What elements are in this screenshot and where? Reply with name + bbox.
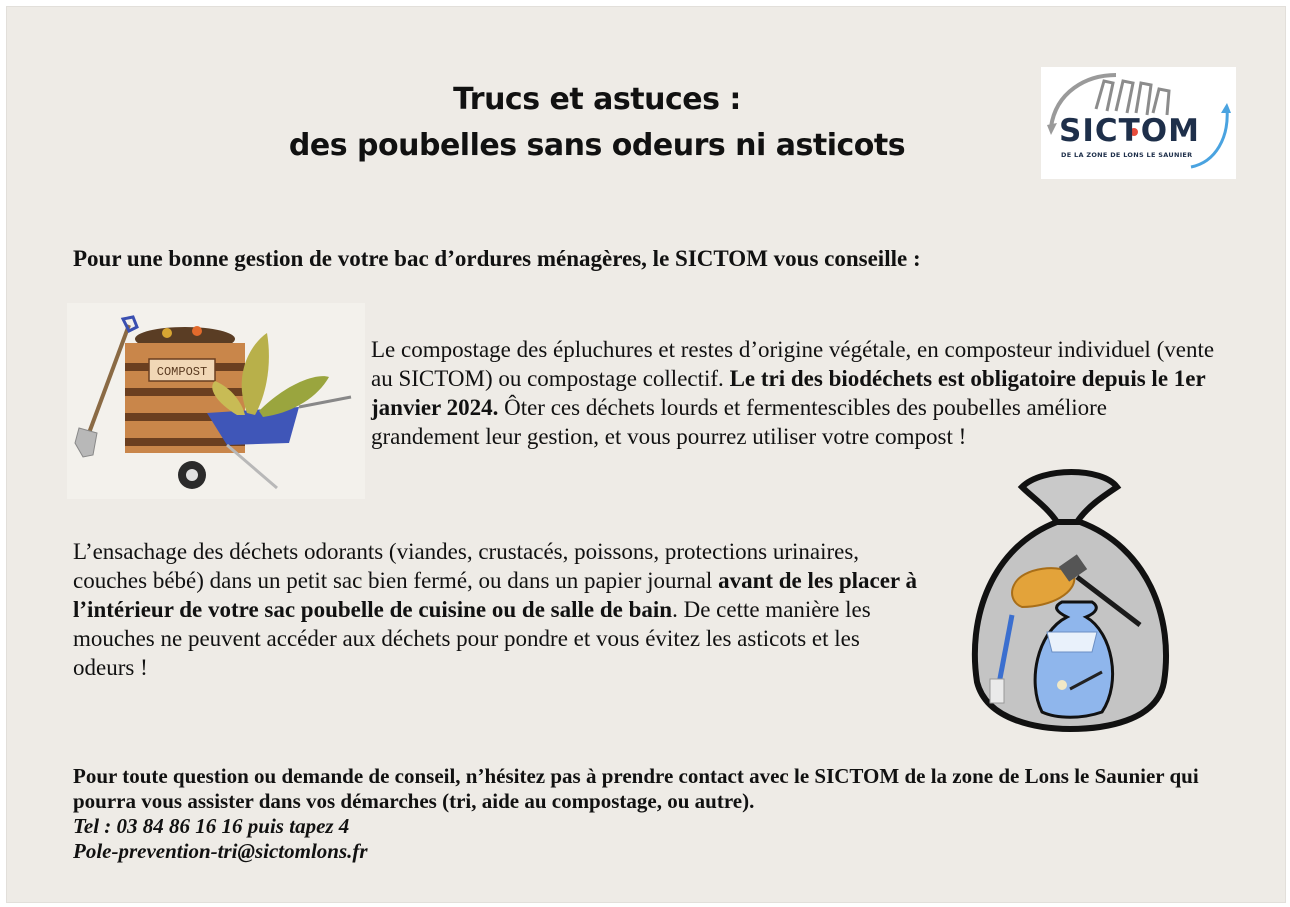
compost-illustration — [67, 303, 365, 499]
trash-bag-icon — [962, 467, 1177, 737]
biowaste-obligation: Le tri des biodéchets est obligatoire depuis le 1er janvier 2024. — [371, 366, 1206, 420]
logo-subtitle: DE LA ZONE DE LONS LE SAUNIER — [1061, 151, 1193, 159]
title-line-1: Trucs et astuces : — [453, 82, 741, 117]
logo-name: SICTOM — [1059, 113, 1200, 149]
contact-text: Pour toute question ou demande de conseil, n’hésitez pas à prendre contact avec le SICTOM de la zone de Lons le Saunier qui pourra vous assister dans vos démarches (tri, aide au compostage, ou autre). — [73, 764, 1199, 813]
page-title — [197, 77, 997, 169]
composting-paragraph: Le compostage des épluchures et restes d’origine végétale, en composteur individuel (vente au SICTOM) ou compostage collectif. Le tri des biodéchets est obligatoire depuis le 1er janvier 2024. Ôter ces déchets lourds et fermentescibles des poubelles améliore grandement leur gestion, et vous pourrez utiliser votre compost ! — [371, 337, 1215, 449]
title-line-2: des poubelles sans odeurs ni asticots — [288, 128, 906, 163]
bagging-paragraph: L’ensachage des déchets odorants (viandes, crustacés, poissons, protections urinaires, couches bébé) dans un petit sac bien fermé, ou dans un papier journal avant de les placer à l’intérieur de votre sac poubelle de cuisine ou de salle de bain. De cette manière les mouches ne peuvent accéder aux déchets pour pondre et vous évitez les asticots et les odeurs ! — [73, 539, 917, 680]
contact-footer — [73, 764, 1243, 864]
sictom-logo — [1041, 67, 1236, 179]
intro-heading: Pour une bonne gestion de votre bac d’ordures ménagères, le SICTOM vous conseille : — [73, 246, 921, 271]
contact-email[interactable]: Pole-prevention-tri@sictomlons.fr — [73, 839, 368, 863]
compost-label: COMPOST — [156, 365, 208, 379]
trash-bag-illustration — [962, 467, 1177, 737]
contact-phone: Tel : 03 84 86 16 16 puis tapez 4 — [73, 814, 350, 838]
bagging-instruction: avant de les placer à l’intérieur de votre sac poubelle de cuisine ou de salle de bain — [73, 568, 917, 622]
flyer-page — [6, 6, 1286, 903]
compost-bin-icon — [67, 303, 365, 499]
